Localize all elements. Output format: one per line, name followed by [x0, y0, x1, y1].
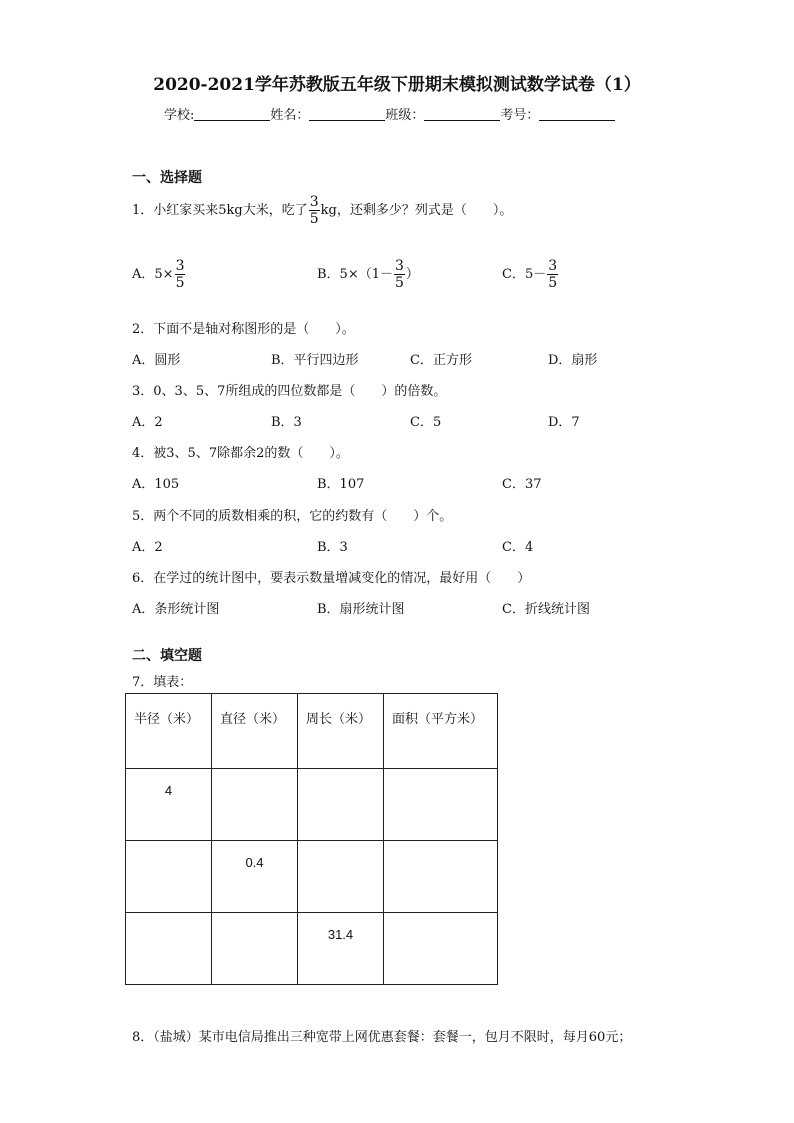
table-cell[interactable]: 0.4 — [212, 841, 298, 913]
column-header-area: 面积（平方米） — [384, 694, 498, 769]
table-cell[interactable] — [126, 913, 212, 985]
school-blank[interactable] — [194, 120, 270, 121]
student-info-line — [164, 104, 615, 123]
question-8: 8．（盐城）某市电信局推出三种宽带上网优惠套餐：套餐一，包月不限时，每月60元； — [132, 1030, 632, 1045]
question-4: 4．被3、5、7除都余2的数（ ）。 — [132, 446, 349, 461]
q4-option-a[interactable]: A．105 — [132, 477, 180, 492]
fraction: $\frac{3}{5}$ — [395, 258, 404, 291]
table-cell[interactable] — [384, 841, 498, 913]
q2-option-d[interactable]: D．扇形 — [548, 353, 598, 368]
fill-table — [125, 693, 498, 985]
question-1 — [132, 194, 512, 227]
question-3: 3．0、3、5、7所组成的四位数都是（ ）的倍数。 — [132, 384, 447, 399]
column-header-diameter: 直径（米） — [212, 694, 298, 769]
fraction: $\frac{3}{5}$ — [548, 258, 558, 291]
class-label: 班级： — [385, 108, 425, 123]
q6-option-a[interactable]: A．条形统计图 — [132, 602, 220, 617]
q5-option-a[interactable]: A．2 — [132, 540, 163, 555]
table-row — [126, 913, 498, 985]
table-cell[interactable] — [298, 769, 384, 841]
table-cell[interactable] — [126, 841, 212, 913]
column-header-radius: 半径（米） — [126, 694, 212, 769]
table-header-row — [126, 694, 498, 769]
q1-option-c[interactable]: C．5－ $\frac{3}{5}$ — [502, 258, 558, 291]
table-cell[interactable] — [212, 769, 298, 841]
question-1-text-after: kg，还剩多少？列式是（ ）。 — [320, 203, 513, 218]
q4-option-c[interactable]: C．37 — [502, 477, 542, 492]
column-header-circumference: 周长（米） — [298, 694, 384, 769]
q2-option-c[interactable]: C．正方形 — [410, 353, 472, 368]
q3-option-c[interactable]: C．5 — [410, 415, 442, 430]
table-cell[interactable] — [298, 841, 384, 913]
number-blank[interactable] — [539, 120, 615, 121]
table-cell[interactable]: 31.4 — [298, 913, 384, 985]
exam-title: 2020-2021学年苏教版五年级下册期末模拟测试数学试卷（1） — [153, 75, 641, 95]
class-blank[interactable] — [424, 120, 500, 121]
q5-option-c[interactable]: C．4 — [502, 540, 534, 555]
q1-option-a[interactable]: A．5× $\frac{3}{5}$ — [132, 258, 185, 291]
q1-option-b[interactable]: B．5×（1－ $\frac{3}{5}$ ） — [317, 258, 419, 291]
q4-option-b[interactable]: B．107 — [317, 477, 365, 492]
q6-option-c[interactable]: C．折线统计图 — [502, 602, 590, 617]
table-cell[interactable] — [212, 913, 298, 985]
name-label: 姓名： — [270, 108, 310, 123]
table-cell[interactable] — [384, 913, 498, 985]
question-2: 2．下面不是轴对称图形的是（ ）。 — [132, 322, 355, 337]
q3-option-b[interactable]: B．3 — [271, 415, 302, 430]
q6-option-b[interactable]: B．扇形统计图 — [317, 602, 405, 617]
table-row — [126, 769, 498, 841]
question-7: 7．填表： — [132, 675, 193, 690]
table-row — [126, 841, 498, 913]
section-heading-choice: 一、选择题 — [132, 170, 202, 186]
school-label: 学校: — [164, 108, 195, 123]
q5-option-b[interactable]: B．3 — [317, 540, 348, 555]
table-cell[interactable] — [384, 769, 498, 841]
q2-option-b[interactable]: B．平行四边形 — [271, 353, 359, 368]
table-cell[interactable]: 4 — [126, 769, 212, 841]
q2-option-a[interactable]: A．圆形 — [132, 353, 181, 368]
number-label: 考号： — [500, 108, 540, 123]
name-blank[interactable] — [309, 120, 385, 121]
q3-option-a[interactable]: A．2 — [132, 415, 163, 430]
question-1-text-before: 1．小红家买来5kg大米，吃了 — [132, 203, 308, 218]
fraction: $\frac{3}{5}$ — [175, 258, 185, 291]
fraction: $\frac{3}{5}$ — [309, 194, 319, 227]
question-6: 6．在学过的统计图中，要表示数量增减变化的情况，最好用（ ） — [132, 571, 531, 586]
question-5: 5．两个不同的质数相乘的积，它的约数有（ ）个。 — [132, 509, 453, 524]
section-heading-fill: 二、填空题 — [132, 648, 202, 664]
q3-option-d[interactable]: D．7 — [548, 415, 580, 430]
